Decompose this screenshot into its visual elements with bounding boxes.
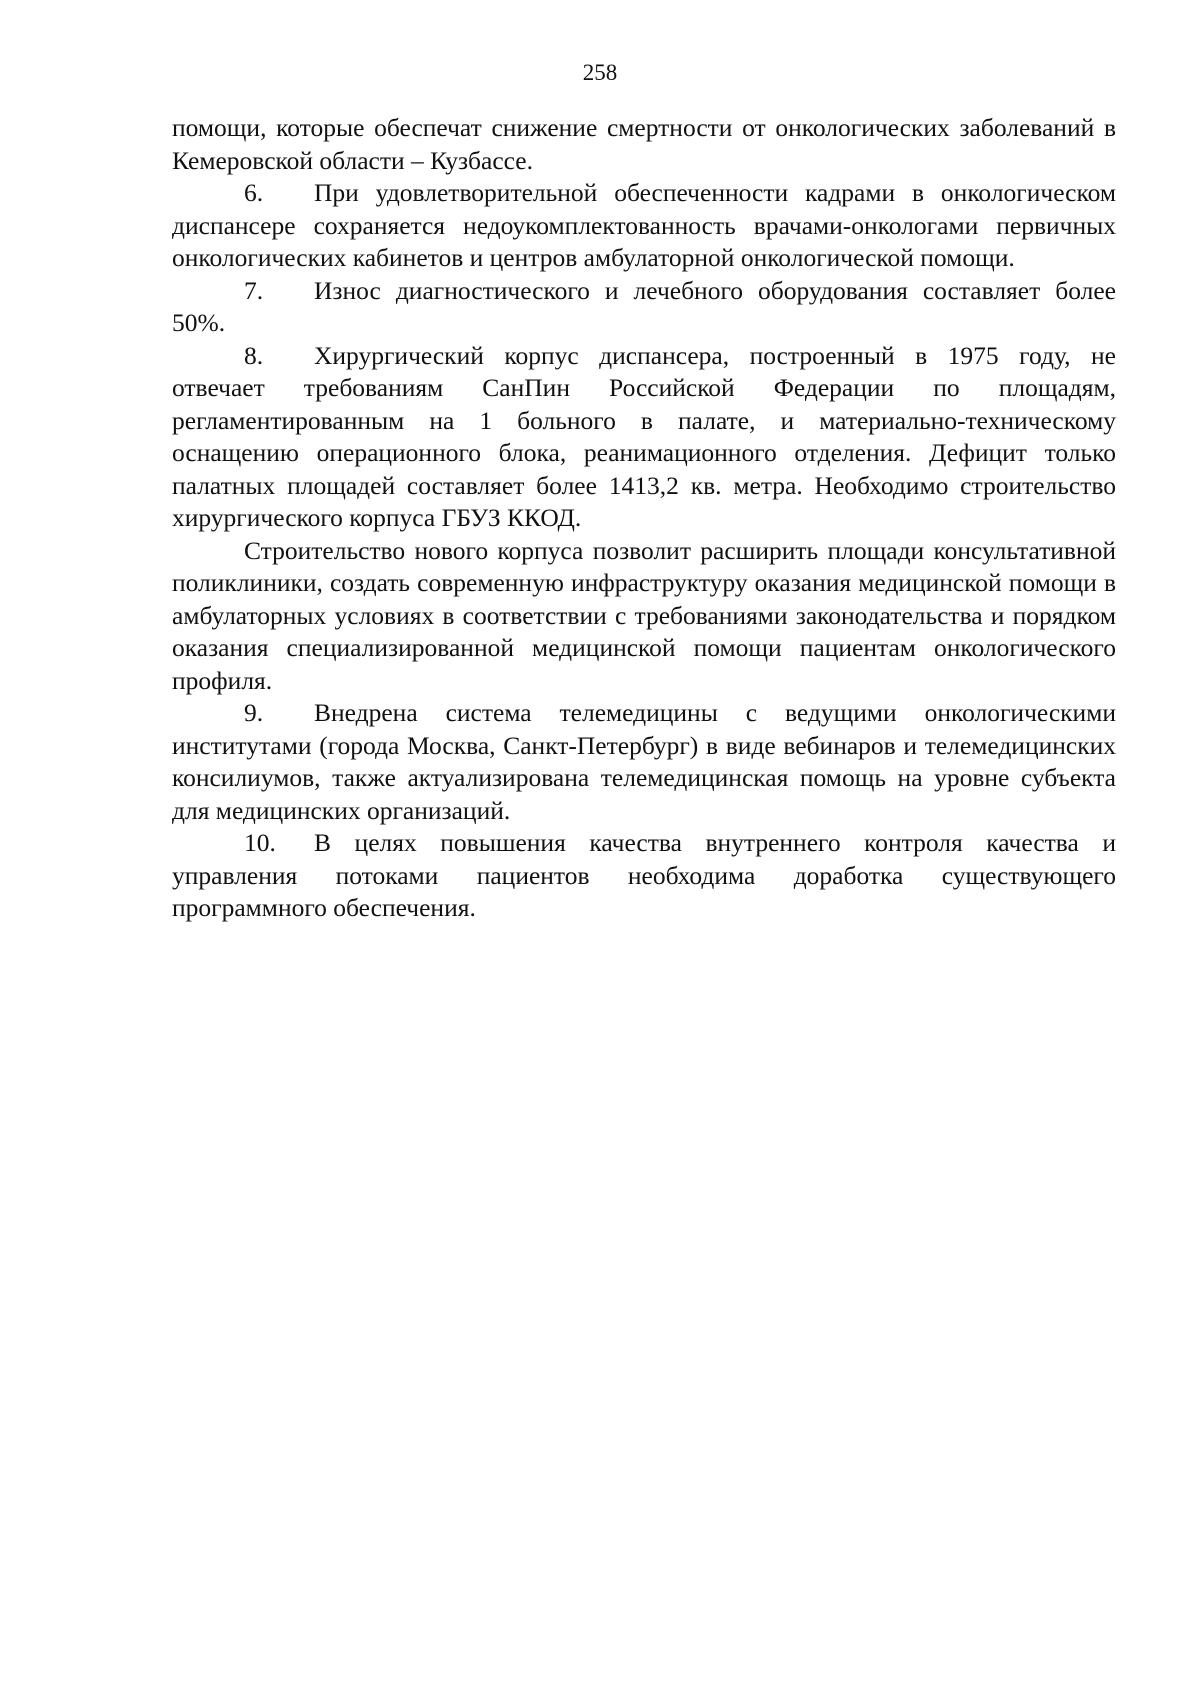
paragraph-text: помощи, которые обеспечат снижение смертности от онкологических заболеваний в Кемеровской области – Кузбассе.	[172, 113, 1116, 175]
paragraph-item-6	[172, 177, 1116, 275]
item-number: 8.	[244, 340, 264, 370]
paragraph-text: Внедрена система телемедицины с ведущими онкологическими институтами (города Москва, Санкт-Петербург) в виде вебинаров и телемедицинских консилиумов, также актуализирована телемедицинская помощь на уровне субъекта для медицинских организаций.	[172, 698, 1116, 825]
paragraph-continuation	[172, 112, 1116, 177]
paragraph-item-7	[172, 275, 1116, 340]
page-number: 258	[582, 60, 618, 85]
paragraph-text: Износ диагностического и лечебного оборудования составляет более 50%.	[172, 275, 1116, 337]
paragraph-item-8	[172, 340, 1116, 535]
item-number: 7.	[244, 275, 264, 305]
paragraph-item-9	[172, 697, 1116, 827]
item-number: 6.	[244, 178, 264, 207]
item-number: 10.	[244, 828, 276, 857]
paragraph-text: В целях повышения качества внутреннего контроля качества и управления потоками пациентов необходима доработка существующего программного обеспечения.	[172, 828, 1116, 922]
item-number: 9.	[244, 698, 264, 727]
paragraph-construction	[172, 535, 1116, 698]
paragraph-text: Хирургический корпус диспансера, построенный в 1975 году, не отвечает требованиям СанПин Российской Федерации по площадям, регламентированным на 1 больного в палате, и материально-техническому оснащению операционного блока, реанимационного отделения. Дефицит только палатных площадей составляет более 1413,2 кв. метра. Необходимо строительство хирургического корпуса ГБУЗ ККОД.	[172, 340, 1116, 532]
paragraph-text: Строительство нового корпуса позволит расширить площади консультативной поликлиники, создать современную инфраструктуру оказания медицинской помощи в амбулаторных условиях в соответствии с требованиями законодательства и порядком оказания специализированной медицинской помощи пациентам онкологического профиля.	[172, 535, 1116, 695]
paragraph-item-10	[172, 827, 1116, 925]
document-body	[172, 112, 1116, 925]
paragraph-text: При удовлетворительной обеспеченности кадрами в онкологическом диспансере сохраняется недоукомплектованность врачами-онкологами первичных онкологических кабинетов и центров амбулаторной онкологической помощи.	[172, 178, 1116, 272]
